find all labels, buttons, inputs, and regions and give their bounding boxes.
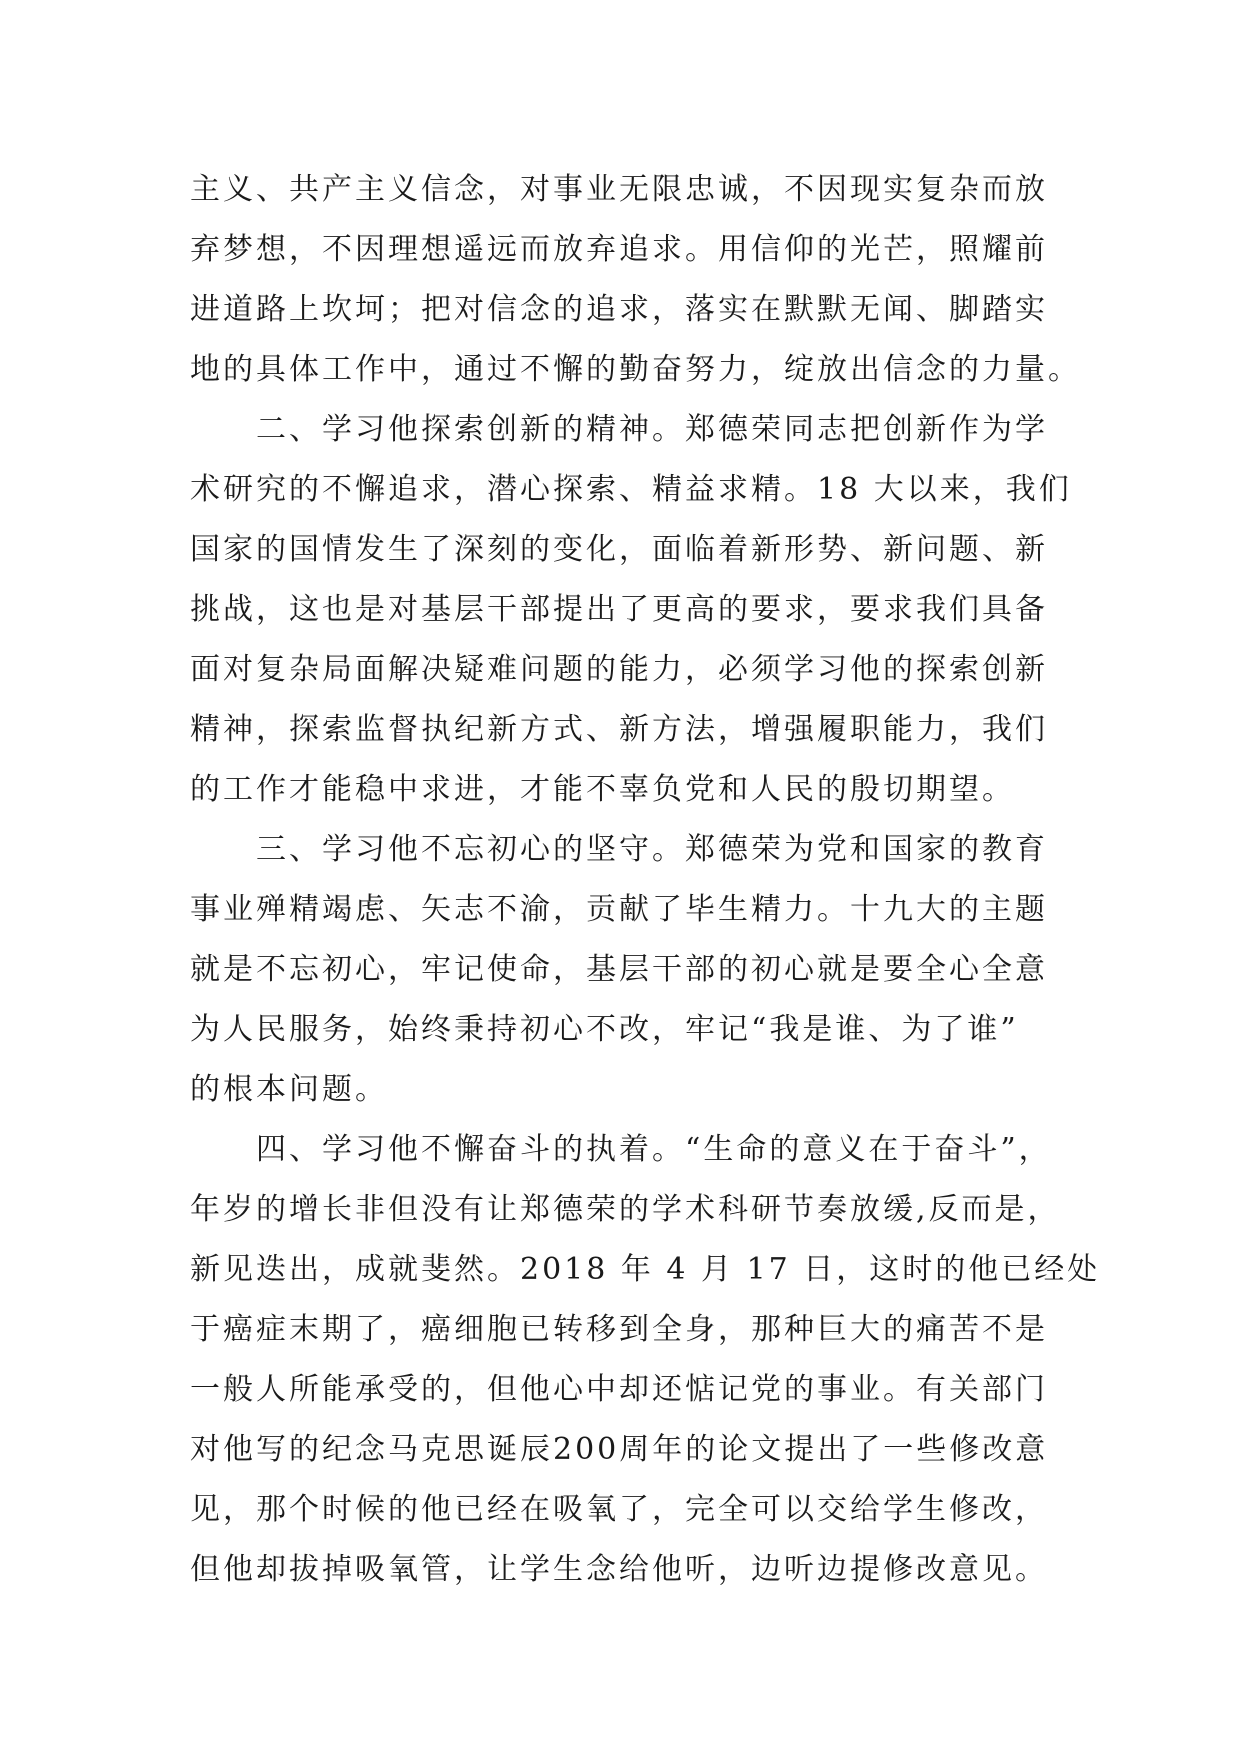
text-line: 但他却拔掉吸氧管，让学生念给他听，边听边提修改意见。 — [190, 1552, 1048, 1587]
text-line: 国家的国情发生了深刻的变化，面临着新形势、新问题、新 — [190, 532, 1048, 567]
text-line: 主义、共产主义信念，对事业无限忠诚，不因现实复杂而放 — [190, 172, 1048, 207]
text-line: 的根本问题。 — [190, 1072, 388, 1107]
text-line: 年岁的增长非但没有让郑德荣的学术科研节奏放缓,反而是， — [190, 1192, 1061, 1227]
text-line: 一般人所能承受的，但他心中却还惦记党的事业。有关部门 — [190, 1372, 1048, 1407]
text-line: 地的具体工作中，通过不懈的勤奋努力，绽放出信念的力量。 — [190, 352, 1081, 387]
text-line: 就是不忘初心，牢记使命，基层干部的初心就是要全心全意 — [190, 952, 1048, 987]
text-line: 新见迭出，成就斐然。2018 年 4 月 17 日，这时的他已经处 — [190, 1252, 1101, 1287]
text-line: 进道路上坎坷；把对信念的追求，落实在默默无闻、脚踏实 — [190, 292, 1048, 327]
body-text — [190, 160, 1101, 1600]
text-line: 弃梦想，不因理想遥远而放弃追求。用信仰的光芒，照耀前 — [190, 232, 1048, 267]
text-line: 术研究的不懈追求，潜心探索、精益求精。18 大以来，我们 — [190, 472, 1072, 507]
text-line: 精神，探索监督执纪新方式、新方法，增强履职能力，我们 — [190, 712, 1048, 747]
text-line: 挑战，这也是对基层干部提出了更高的要求，要求我们具备 — [190, 592, 1048, 627]
text-line: 二、学习他探索创新的精神。郑德荣同志把创新作为学 — [256, 412, 1048, 447]
text-line: 于癌症末期了，癌细胞已转移到全身，那种巨大的痛苦不是 — [190, 1312, 1048, 1347]
text-line: 见，那个时候的他已经在吸氧了，完全可以交给学生修改， — [190, 1492, 1048, 1527]
text-line: 事业殚精竭虑、矢志不渝，贡献了毕生精力。十九大的主题 — [190, 892, 1048, 927]
text-line: 面对复杂局面解决疑难问题的能力，必须学习他的探索创新 — [190, 652, 1048, 687]
text-line: 四、学习他不懈奋斗的执着。“生命的意义在于奋斗”， — [256, 1132, 1052, 1167]
text-line: 对他写的纪念马克思诞辰200周年的论文提出了一些修改意 — [190, 1432, 1049, 1467]
text-line: 三、学习他不忘初心的坚守。郑德荣为党和国家的教育 — [256, 832, 1048, 867]
text-line: 的工作才能稳中求进，才能不辜负党和人民的殷切期望。 — [190, 772, 1015, 807]
text-line: 为人民服务，始终秉持初心不改，牢记“我是谁、为了谁” — [190, 1012, 1019, 1047]
